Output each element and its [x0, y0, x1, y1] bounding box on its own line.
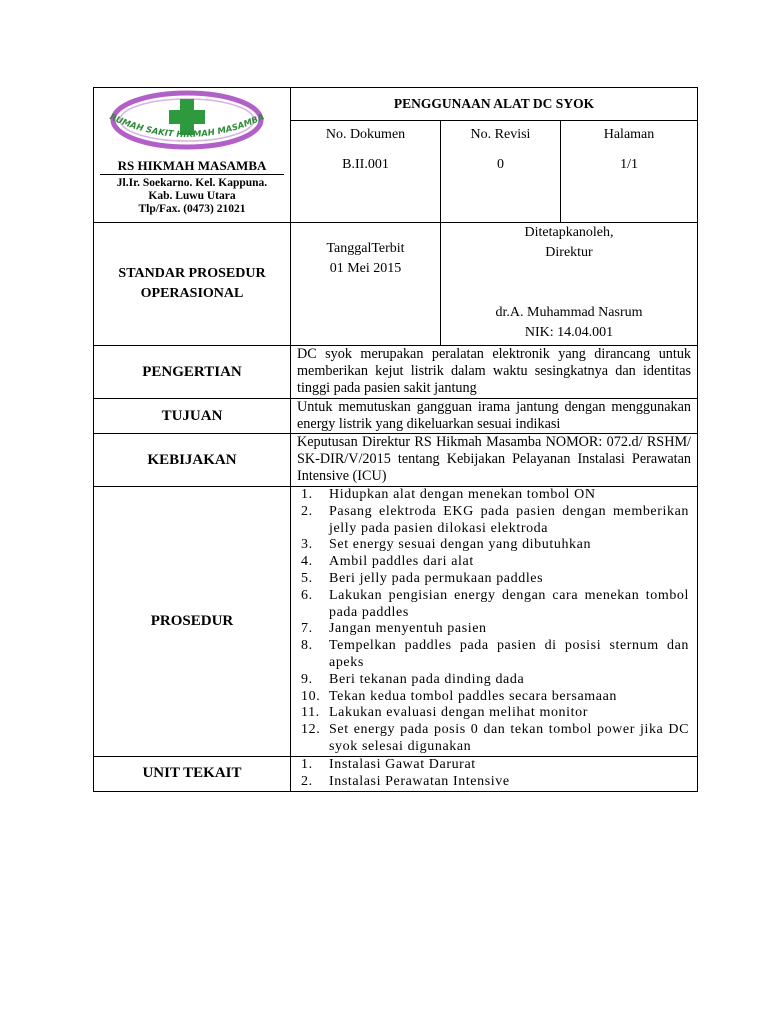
document-title: PENGGUNAAN ALAT DC SYOK	[291, 88, 698, 121]
list-item-number: 1.	[301, 487, 313, 502]
page-value: 1/1	[561, 149, 698, 223]
approver-title: Direktur	[545, 245, 593, 260]
list-item-text: Set energy sesuai dengan yang dibutuhkan	[329, 537, 592, 553]
prosedur-cell	[291, 487, 698, 757]
list-item-number: 11.	[301, 705, 320, 721]
list-item	[291, 537, 697, 554]
list-item	[291, 672, 697, 689]
hospital-address	[100, 177, 284, 216]
doc-number-label: No. Dokumen	[291, 121, 441, 150]
approver-name: dr.A. Muhammad Nasrum	[495, 305, 643, 320]
list-item-number: 8.	[301, 638, 313, 654]
list-item	[291, 571, 697, 588]
list-item	[291, 638, 697, 672]
doc-number-value: B.II.001	[291, 149, 441, 223]
list-item-text: Jangan menyentuh pasien	[329, 621, 487, 637]
list-item	[291, 588, 697, 622]
list-item-text: Tekan kedua tombol paddles secara bersamaan	[329, 688, 617, 704]
list-item	[291, 504, 697, 538]
list-item-number: 4.	[301, 554, 313, 570]
sop-label-line: OPERASIONAL	[140, 286, 244, 301]
list-item-text: Beri tekanan pada dinding dada	[329, 671, 525, 687]
list-item-text: Set energy pada posis 0 dan tekan tombol power jika DC syok selesai digunakan	[329, 722, 690, 754]
approver-nik: NIK: 14.04.001	[524, 325, 614, 340]
hospital-header-cell	[94, 88, 291, 223]
hospital-logo	[106, 90, 268, 154]
list-item-text: Lakukan evaluasi dengan melihat monitor	[329, 705, 588, 721]
list-item	[291, 757, 697, 774]
list-item-number: 7.	[301, 621, 313, 637]
logo-arc-text: RUMAH SAKIT HIKMAH MASAMBA	[107, 112, 267, 141]
revision-label: No. Revisi	[441, 121, 561, 150]
pengertian-text: DC syok merupakan peralatan elektronik yang dirancang untuk memberikan kejut listrik dalam waktu sesingkatnya dan identitas tinggi pada pasien sakit jantung	[291, 346, 698, 399]
list-item-text: Beri jelly pada permukaan paddles	[329, 570, 544, 586]
list-item	[291, 722, 697, 756]
prosedur-label: PROSEDUR	[94, 487, 291, 757]
divider	[100, 174, 284, 175]
list-item-number: 12.	[301, 722, 321, 738]
issue-date-label: TanggalTerbit	[326, 241, 405, 256]
list-item-number: 3.	[301, 537, 313, 553]
list-item-text: Pasang elektroda EKG pada pasien dengan memberikan jelly pada pasien dilokasi elektroda	[329, 503, 690, 536]
list-item	[291, 774, 697, 791]
list-item-text: Ambil paddles dari alat	[329, 554, 474, 570]
address-line: Tlp/Fax. (0473) 21021	[138, 203, 246, 215]
page-label: Halaman	[561, 121, 698, 150]
list-item-number: 1.	[301, 756, 313, 772]
list-item-text: Hidupkan alat dengan menekan tombol ON	[329, 487, 596, 502]
list-item-number: 9.	[301, 671, 313, 687]
list-item-text: Instalasi Gawat Darurat	[329, 756, 476, 772]
list-item-number: 2.	[301, 503, 313, 519]
list-item-number: 6.	[301, 587, 313, 603]
unit-terkait-label: UNIT TEKAIT	[94, 756, 291, 791]
prosedur-list	[291, 487, 697, 756]
list-item-number: 10.	[301, 688, 321, 704]
list-item-number: 2.	[301, 773, 313, 789]
tujuan-label: TUJUAN	[94, 399, 291, 434]
address-line: Kab. Luwu Utara	[148, 190, 236, 202]
list-item-text: Instalasi Perawatan Intensive	[329, 773, 510, 789]
address-line: Jl.Ir. Soekarno. Kel. Kappuna.	[116, 177, 268, 189]
issue-date-value: 01 Mei 2015	[329, 261, 402, 276]
hospital-name: RS HIKMAH MASAMBA	[117, 158, 267, 173]
list-item	[291, 487, 697, 504]
tujuan-text: Untuk memutuskan gangguan irama jantung dengan menggunakan energy listrik yang dikeluarkan sesuai indikasi	[291, 399, 698, 434]
list-item-text: Tempelkan paddles pada pasien di posisi sternum dan apeks	[329, 638, 690, 670]
issue-date-cell	[291, 223, 441, 346]
unit-terkait-cell	[291, 756, 698, 791]
list-item	[291, 621, 697, 638]
approval-cell	[441, 223, 698, 346]
sop-label	[94, 223, 291, 346]
sop-document-table	[93, 87, 698, 792]
revision-value: 0	[441, 149, 561, 223]
list-item	[291, 554, 697, 571]
list-item-text: Lakukan pengisian energy dengan cara menekan tombol pada paddles	[329, 587, 690, 620]
pengertian-label: PENGERTIAN	[94, 346, 291, 399]
kebijakan-text: Keputusan Direktur RS Hikmah Masamba NOMOR: 072.d/ RSHM/ SK-DIR/V/2015 tentang Kebijakan Pelayanan Instalasi Perawatan Intensive (ICU)	[291, 434, 698, 487]
list-item-number: 5.	[301, 570, 313, 586]
unit-terkait-list	[291, 757, 697, 791]
sop-label-line: STANDAR PROSEDUR	[118, 266, 266, 281]
approved-by-label: Ditetapkanoleh,	[524, 225, 614, 240]
list-item	[291, 689, 697, 706]
kebijakan-label: KEBIJAKAN	[94, 434, 291, 487]
list-item	[291, 705, 697, 722]
